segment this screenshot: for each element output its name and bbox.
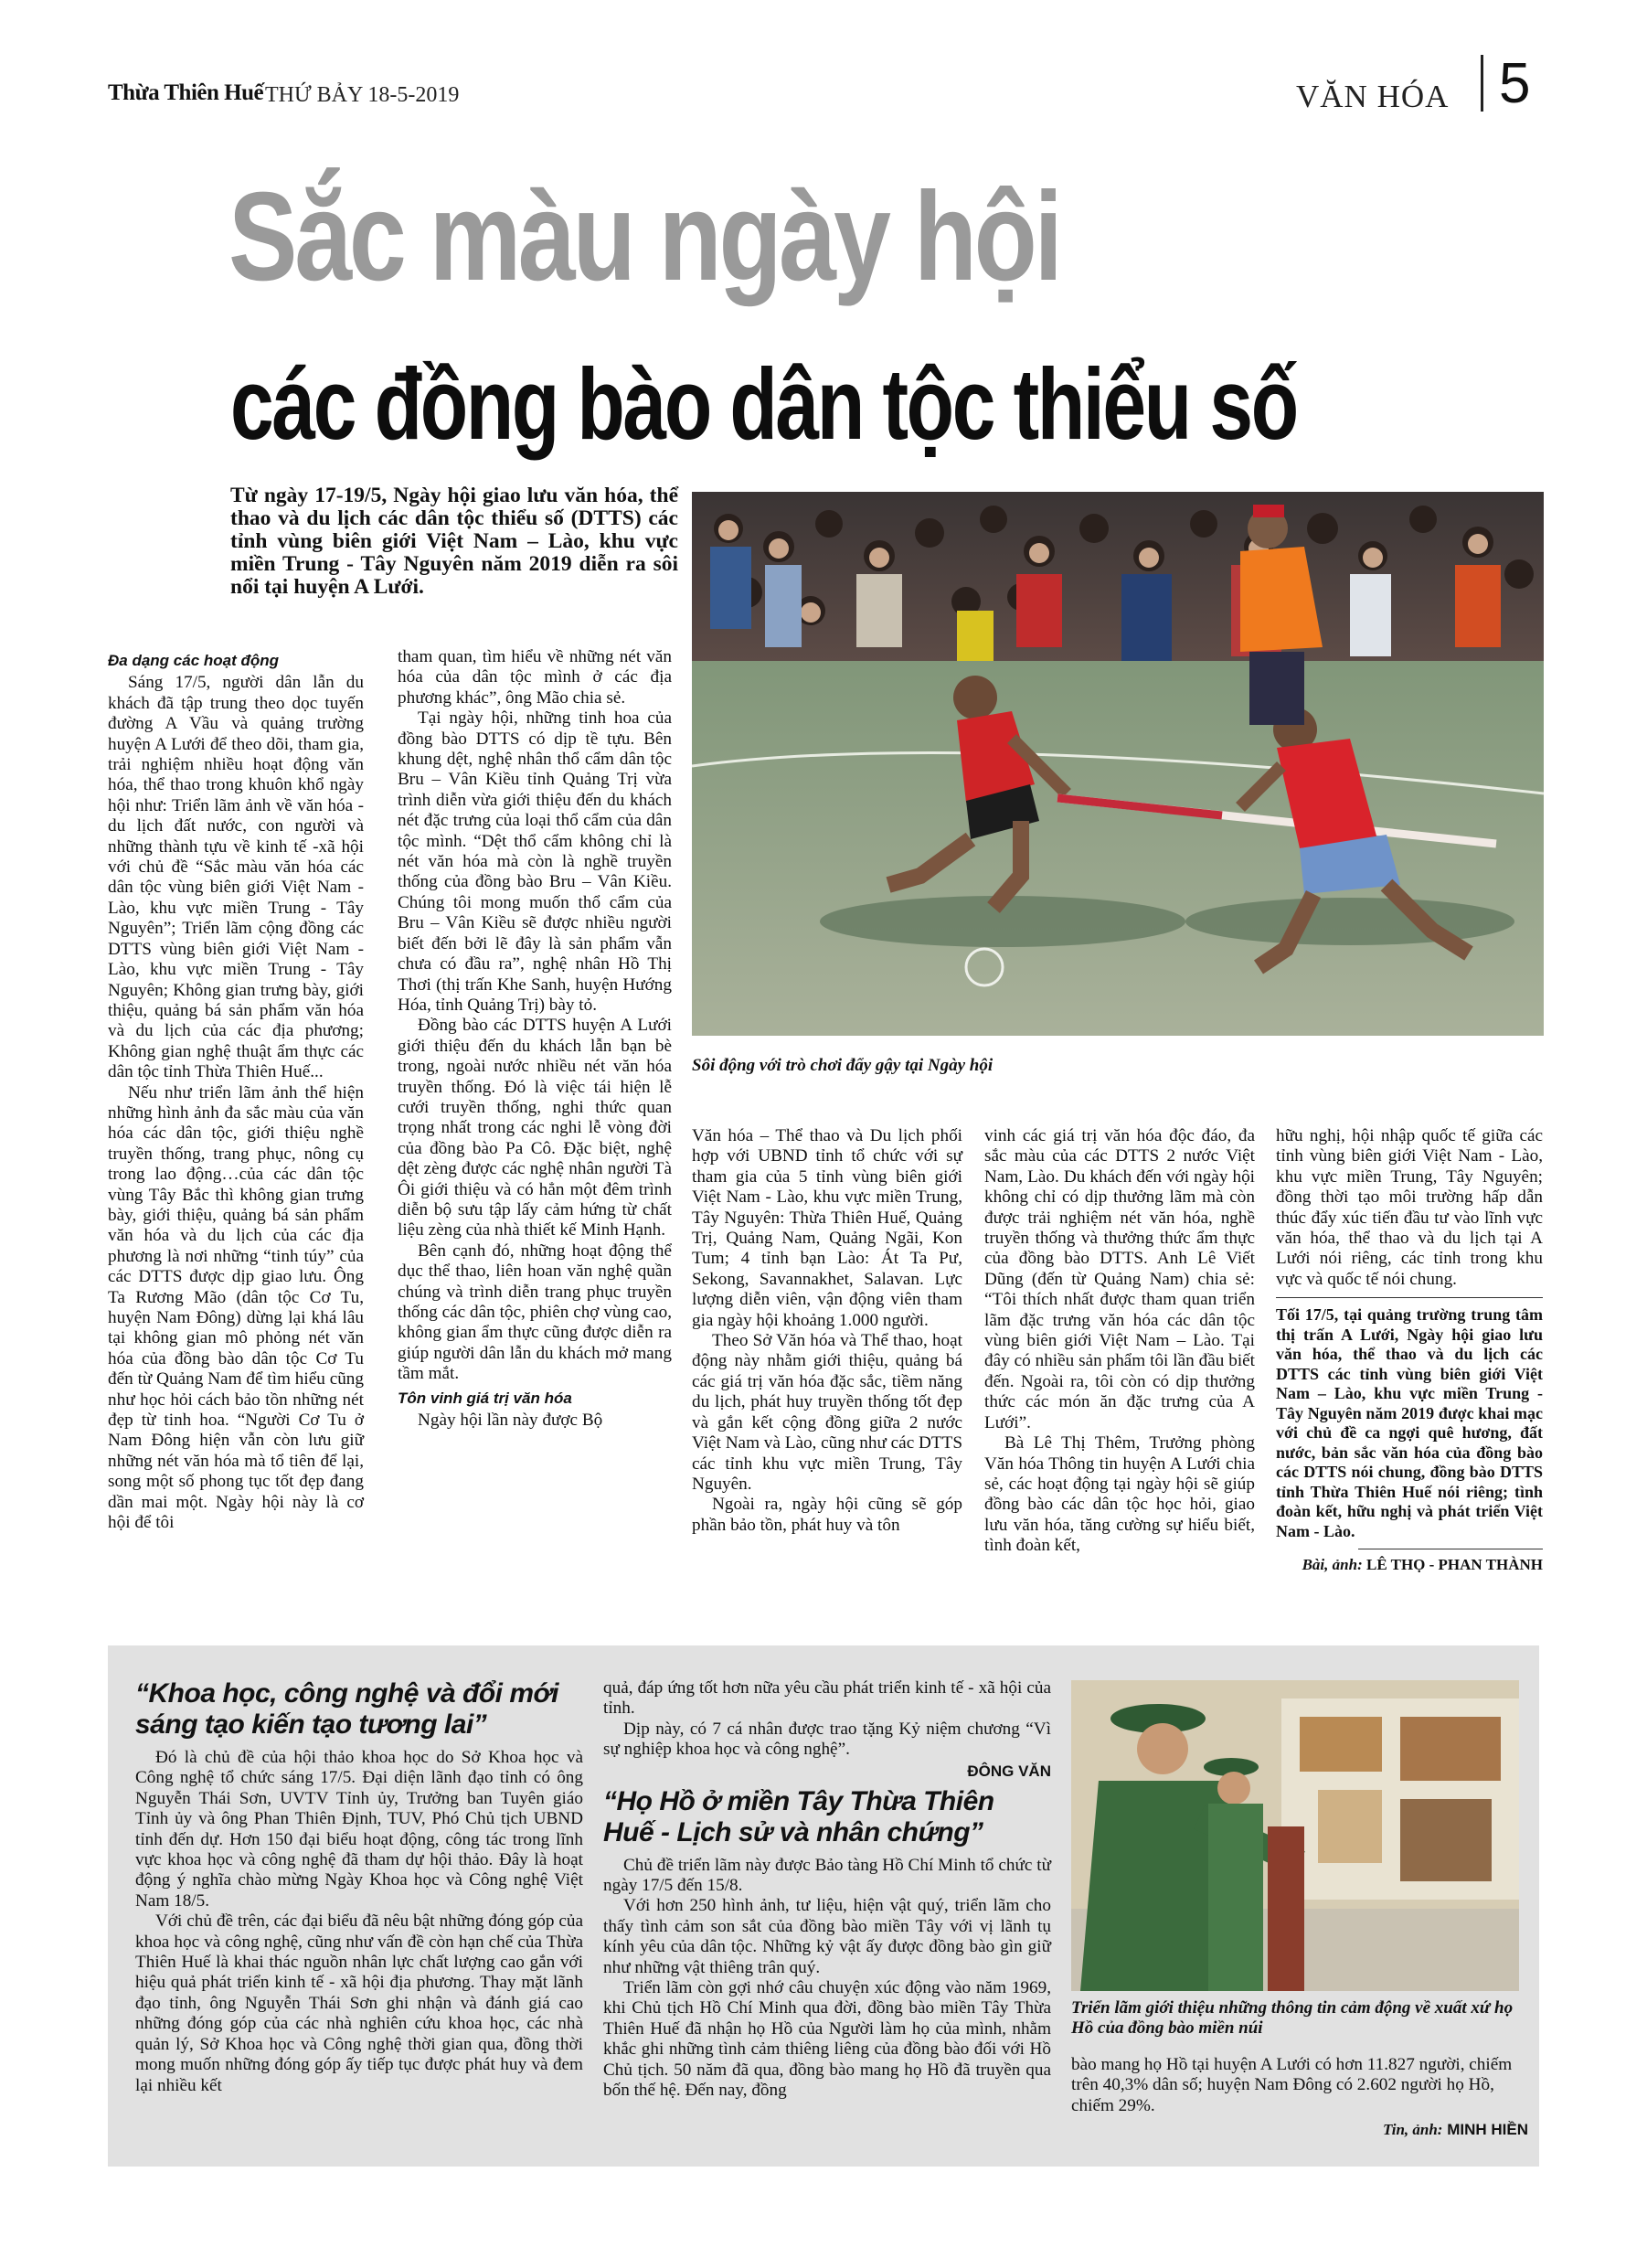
push-stick-game-photo (692, 492, 1544, 1036)
header-divider (1481, 55, 1483, 112)
article-byline (1276, 1555, 1543, 1575)
byline-authors: MINH HIỀN (1447, 2121, 1528, 2139)
paragraph: quả, đáp ứng tốt hơn nữa yêu cầu phát triển kinh tế - xã hội của tỉnh. (603, 1678, 1051, 1719)
exhibition-photo-image (1071, 1680, 1519, 1991)
masthead: Thừa Thiên Huế (108, 80, 264, 105)
section-name: VĂN HÓA (1296, 79, 1450, 114)
paragraph: Nếu như triển lãm ảnh thể hiện những hình ảnh đa sắc màu của văn hóa các dân tộc, giới thiệu nghề truyền thống, trang phục, nông cụ trong lao động…của các dân tộc vùng Tây Bắc thì không gian trưng bày, giới thiệu, quảng bá sản phẩm văn hóa và du lịch của các địa phương là nơi những “tinh túy” của các DTTS được dịp giao lưu. Ông Ta Rương Mão (dân tộc Cơ Tu, huyện Nam Đông) dừng lại khá lâu tại không gian mô phỏng nét văn hóa của đồng bào dân tộc Cơ Tu đến từ Quảng Nam để tìm hiểu cũng như học hỏi cách bảo tồn những nét đẹp từ tinh hoa. “Người Cơ Tu ở Nam Đông hiện vẫn còn lưu giữ những nét văn hóa mà tổ tiên để lại, song một số phong tục tốt đẹp đang dần mai một. Ngày hội này là cơ hội để tôi (108, 1082, 364, 1533)
brief-ho-family-body (603, 1856, 1051, 2102)
main-photo-caption: Sôi động với trò chơi đẩy gậy tại Ngày hội (692, 1056, 994, 1075)
issue-date: THỨ BẢY 18-5-2019 (265, 83, 460, 107)
brief-column-2 (603, 1678, 1051, 2102)
paragraph: Dịp này, có 7 cá nhân được trao tặng Kỷ niệm chương “Vì sự nghiệp khoa học và công nghệ”. (603, 1719, 1051, 1760)
subhead-activities: Đa dạng các hoạt động (108, 652, 280, 669)
paragraph: Bà Lê Thị Thêm, Trưởng phòng Văn hóa Thông tin huyện A Lưới chia sẻ, các hoạt động tại ngày hội sẽ giúp đồng bào các dân tộc học hỏi, giao lưu văn hóa, tăng cường sự hiểu biết, tình đoàn kết, (984, 1433, 1255, 1556)
article-column-5 (1276, 1126, 1543, 1576)
paragraph: Chủ đề triển lãm này được Bảo tàng Hồ Chí Minh tổ chức từ ngày 17/5 đến 15/8. (603, 1855, 1051, 1896)
brief-science-title: “Khoa học, công nghệ và đổi mới sáng tạo kiến tạo tương lai” (135, 1678, 559, 1740)
brief-science-signature: ĐÔNG VĂN (967, 1762, 1051, 1780)
article-column-4 (984, 1126, 1255, 1557)
brief-ho-family-title: “Họ Hồ ở miền Tây Thừa Thiên Huế - Lịch sử và nhân chứng” (603, 1785, 994, 1847)
paragraph: bào mang họ Hồ tại huyện A Lưới có hơn 11.827 người, chiếm trên 40,3% dân số; huyện Nam Đông có 2.602 người họ Hồ, chiếm 29%. (1071, 2055, 1513, 2115)
article-column-2 (398, 647, 672, 1431)
paragraph: vinh các giá trị văn hóa độc đáo, đa sắc màu của các DTTS 2 nước Việt Nam, Lào. Du khách đến với ngày hội không chỉ có dịp thưởng lãm mà còn được trải nghiệm nét văn hóa, nghề truyền thống và thưởng thức ẩm thực của đồng bào DTTS. Anh Lê Viết Dũng (đến từ Quảng Nam) chia sẻ: “Tôi thích nhất được tham quan triển lãm đặc trưng văn hóa các dân tộc vùng biên giới Việt Nam – Lào. Tại đây có nhiều sản phẩm tôi lần đầu biết đến. Ngoài ra, tôi còn có dịp thưởng thức các món ăn đặc trưng của A Lưới”. (984, 1126, 1255, 1432)
paragraph: Tại ngày hội, những tinh hoa của đồng bào DTTS có dịp tề tựu. Bên khung dệt, nghệ nhân thổ cẩm dân tộc Bru – Vân Kiều tỉnh Quảng Trị vừa trình diễn vừa giới thiệu đến du khách nét đặc trưng của loại thổ cẩm của dân tộc mình. “Dệt thổ cẩm không chỉ là nét văn hóa mà còn là nghề truyền thống của đồng bào Bru – Vân Kiều. Chúng tôi mong muốn thổ cẩm của Bru – Vân Kiều sẽ được nhiều người biết đến bởi lẽ đây là sản phẩm vẫn chưa có đầu ra”, nghệ nhân Hồ Thị Thơi (thị trấn Khe Sanh, huyện Hướng Hóa, tỉnh Quảng Trị) bày tỏ. (398, 708, 672, 1015)
headline-line-1: Sắc màu ngày hội (228, 166, 1060, 307)
paragraph: Ngày hội lần này được Bộ (418, 1411, 603, 1431)
main-photo (692, 492, 1544, 1036)
divider (1276, 1297, 1543, 1298)
paragraph: hữu nghị, hội nhập quốc tế giữa các tỉnh vùng biên giới Việt Nam - Lào, khu vực miền Trung, Tây Nguyên; đồng thời tạo môi trường hấp dẫn thúc đẩy xúc tiến đầu tư vào lĩnh vực văn hóa, thể thao và du lịch tại A Lưới nói riêng, các tỉnh trong khu vực và quốc tế nói chung. (1276, 1126, 1543, 1289)
article-column-3 (692, 1126, 962, 1536)
paragraph: Theo Sở Văn hóa và Thể thao, hoạt động này nhằm giới thiệu, quảng bá các giá trị văn hóa đặc sắc, tiềm năng du lịch, phát huy truyền thống tốt đẹp và gắn kết cộng đồng giữa 2 nước Việt Nam và Lào, cũng như các DTTS các tỉnh khu vực miền Trung, Tây Nguyên. (692, 1331, 962, 1494)
paragraph: Bên cạnh đó, những hoạt động thể dục thể thao, liên hoan văn nghệ quần chúng và trình diễn trang phục truyền thống các dân tộc, phiên chợ vùng cao, không gian ẩm thực cũng được diễn ra giúp người dân lẫn du khách mở mang tầm mắt. (398, 1240, 672, 1384)
opening-note: Tối 17/5, tại quảng trường trung tâm thị trấn A Lưới, Ngày hội giao lưu văn hóa, thể thao và du lịch các DTTS các tỉnh vùng biên giới Việt Nam – Lào, khu vực miền Trung - Tây Nguyên năm 2019 được khai mạc với chủ đề ca ngợi quê hương, đất nước, bản sắc văn hóa của đồng bào các DTTS nói chung, đồng bào DTTS tỉnh Thừa Thiên Huế nói riêng; tình đoàn kết, hữu nghị và phát triển Việt Nam - Lào. (1276, 1305, 1543, 1540)
paragraph: Triển lãm còn gợi nhớ câu chuyện xúc động vào năm 1969, khi Chủ tịch Hồ Chí Minh qua đời, đồng bào miền Tây Thừa Thiên Huế đã nhận họ Hồ của Người làm họ của mình, nhằm khắc ghi những tình cảm thiêng liêng của đồng bào đối với Hồ Chủ tịch. 50 năm đã qua, đồng bào mang họ Hồ đã truyền qua bốn thế hệ. Đến nay, đồng (603, 1978, 1051, 2101)
byline-authors: LÊ THỌ - PHAN THÀNH (1365, 1556, 1543, 1574)
brief-science-body (135, 1748, 583, 2096)
article-lead: Từ ngày 17-19/5, Ngày hội giao lưu văn hóa, thể thao và du lịch các dân tộc thiểu số (DTTS) các tỉnh vùng biên giới Việt Nam – Lào, khu vực miền Trung - Tây Nguyên năm 2019 diễn ra sôi nổi tại huyện A Lưới. (230, 484, 678, 599)
article-column-1 (108, 647, 364, 1533)
brief-science (135, 1678, 583, 2096)
paragraph: Văn hóa – Thể thao và Du lịch phối hợp với UBND tỉnh tổ chức với sự tham gia của 5 tỉnh vùng biên giới Việt Nam - Lào, khu vực miền Trung, Tây Nguyên: Thừa Thiên Huế, Quảng Trị, Quảng Nam, Quảng Ngãi, Kon Tum; 4 tỉnh bạn Lào: Át Ta Pư, Sekong, Savannakhet, Salavan. Lực lượng diễn viên, vận động viên tham gia ngày hội khoảng 1.000 người. (692, 1126, 962, 1330)
headline-line-2: các đồng bào dân tộc thiểu số (230, 348, 1297, 461)
paragraph: Sáng 17/5, người dân lẫn du khách đã tập trung theo dọc tuyến đường A Vầu và quảng trường huyện A Lưới để theo dõi, tham gia, trải nghiệm nhiều hoạt động văn hóa, thể thao trong khuôn khổ ngày hội như: Triển lãm ảnh về văn hóa - du lịch đất nước, con người và những thành tựu về kinh tế -xã hội với chủ đề “Sắc màu văn hóa các dân tộc vùng biên giới Việt Nam - Lào, khu vực miền Trung - Tây Nguyên”; Triển lãm cộng đồng các DTTS vùng biên giới Việt Nam - Lào, khu vực miền Trung - Tây Nguyên; Không gian trưng bày, giới thiệu, quảng bá sản phẩm văn hóa và du lịch của các địa phương; Không gian nghệ thuật ẩm thực các dân tộc tỉnh Thừa Thiên Huế... (108, 673, 364, 1082)
brief-science-continued (603, 1678, 1051, 1761)
brief-ho-family-byline (1071, 2120, 1528, 2140)
paragraph: tham quan, tìm hiểu về những nét văn hóa của dân tộc mình ở các địa phương khác”, ông Mão chia sẻ. (398, 647, 672, 708)
exhibition-photo-caption: Triển lãm giới thiệu những thông tin cảm động về xuất xứ họ Hồ của đồng bào miền núi (1071, 1998, 1514, 2038)
paragraph: Với hơn 250 hình ảnh, tư liệu, hiện vật quý, triển lãm cho thấy tình cảm son sắt của đồng bào miền Tây với vị lãnh tụ kính yêu của dân tộc. Những kỷ vật ấy được đồng bào gìn giữ như những vật thiêng trân quý. (603, 1896, 1051, 1977)
paragraph: Đó là chủ đề của hội thảo khoa học do Sở Khoa học và Công nghệ tổ chức sáng 17/5. Đại diện lãnh đạo tỉnh có ông Nguyễn Thái Sơn, UVTV Tỉnh ủy, Trưởng ban Tuyên giáo Tỉnh ủy và ông Phan Thiên Định, TUV, Phó Chủ tịch UBND tỉnh đến dự. Hơn 150 đại biểu hoạt động, công tác trong lĩnh vực khoa học và công nghệ đã tham dự hội thảo. Đây là hoạt động ý nghĩa chào mừng Ngày Khoa học và Công nghệ Việt Nam 18/5. (135, 1748, 583, 1911)
paragraph: Ngoài ra, ngày hội cũng sẽ góp phần bảo tồn, phát huy và tôn (692, 1495, 962, 1535)
brief-ho-family-tail (1071, 2055, 1528, 2141)
page-number: 5 (1499, 52, 1531, 115)
paragraph: Với chủ đề trên, các đại biểu đã nêu bật những đóng góp của khoa học và công nghệ, cũng như vấn đề còn hạn chế của Thừa Thiên Huế là khai thác nguồn nhân lực chất lượng cao gắn với hiệu quả phát triển kinh tế - xã hội địa phương. Thay mặt lãnh đạo tỉnh, ông Nguyễn Thái Sơn ghi nhận và đánh giá cao những đóng góp của các nhà nghiên cứu khoa học, các nhà quản lý, Sở Khoa học và Công nghệ thời gian qua, đồng thời mong muốn những đóng góp ấy tiếp tục được phát huy và đem lại nhiều kết (135, 1911, 583, 2095)
paragraph: Đồng bào các DTTS huyện A Lưới giới thiệu đến du khách lẫn bạn bè trong, ngoài nước nhiều nét văn hóa truyền thống. Đó là việc tái hiện lễ cưới truyền thống, nghi thức quan trọng nhất trong các nghi lễ vòng đời của đồng bào Pa Cô. Đặc biệt, nghệ dệt zèng được các nghệ nhân người Tà Ôi giới thiệu và có hẳn một đêm trình diễn bộ sưu tập lấy cảm hứng từ chất liệu zèng của nhà thiết kế Minh Hạnh. (398, 1016, 672, 1240)
subhead-culture: Tôn vinh giá trị văn hóa (398, 1389, 572, 1407)
byline-label: Bài, ảnh: (1302, 1556, 1363, 1574)
exhibition-photo (1071, 1680, 1519, 1991)
byline-label: Tin, ảnh: (1382, 2121, 1443, 2139)
